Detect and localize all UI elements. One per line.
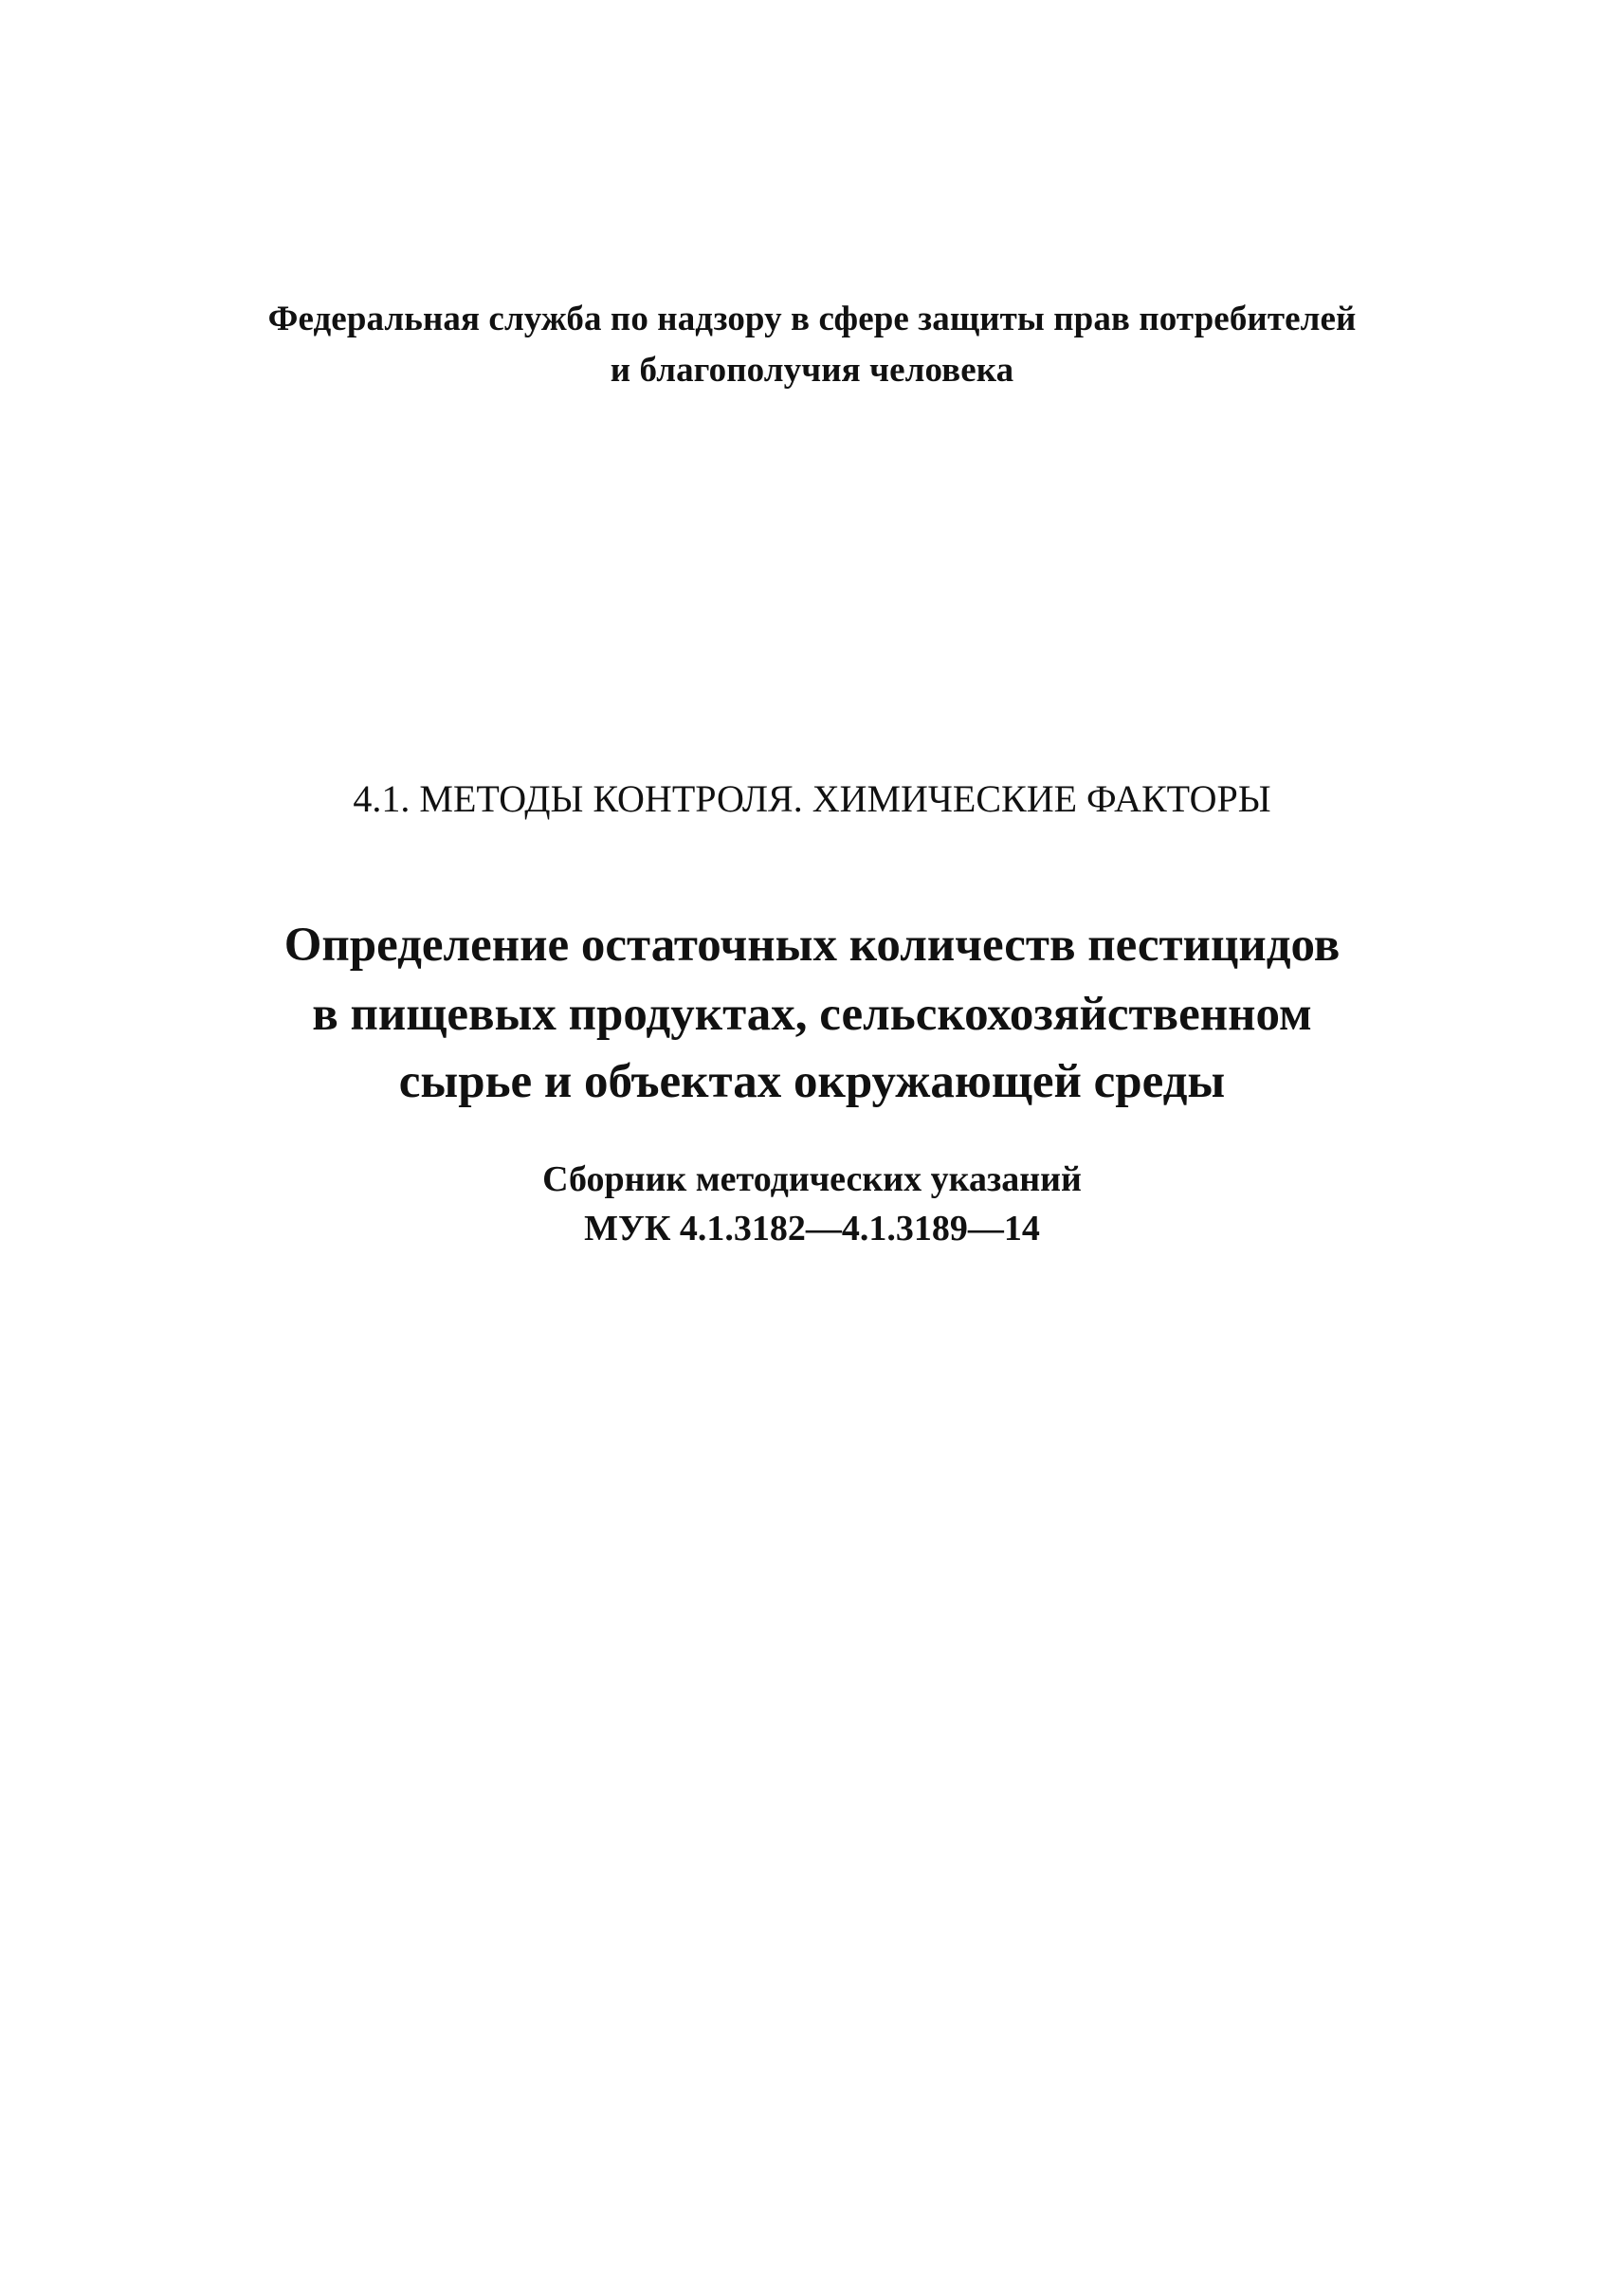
agency-name-line-1: Федеральная служба по надзору в сфере защиты прав потребителей: [267, 300, 1357, 338]
section-heading: 4.1. МЕТОДЫ КОНТРОЛЯ. ХИМИЧЕСКИЕ ФАКТОРЫ: [353, 777, 1271, 820]
document-code: МУК 4.1.3182—4.1.3189—14: [584, 1209, 1040, 1248]
document-title-line-1: Определение остаточных количеств пестицидов: [283, 919, 1341, 972]
document-title-line-3: сырье и объектах окружающей среды: [398, 1055, 1226, 1108]
collection-subtitle: Сборник методических указаний: [542, 1159, 1082, 1199]
agency-name-line-2: и благополучия человека: [610, 351, 1014, 390]
document-title-line-2: в пищевых продуктах, сельскохозяйственном: [312, 988, 1312, 1041]
